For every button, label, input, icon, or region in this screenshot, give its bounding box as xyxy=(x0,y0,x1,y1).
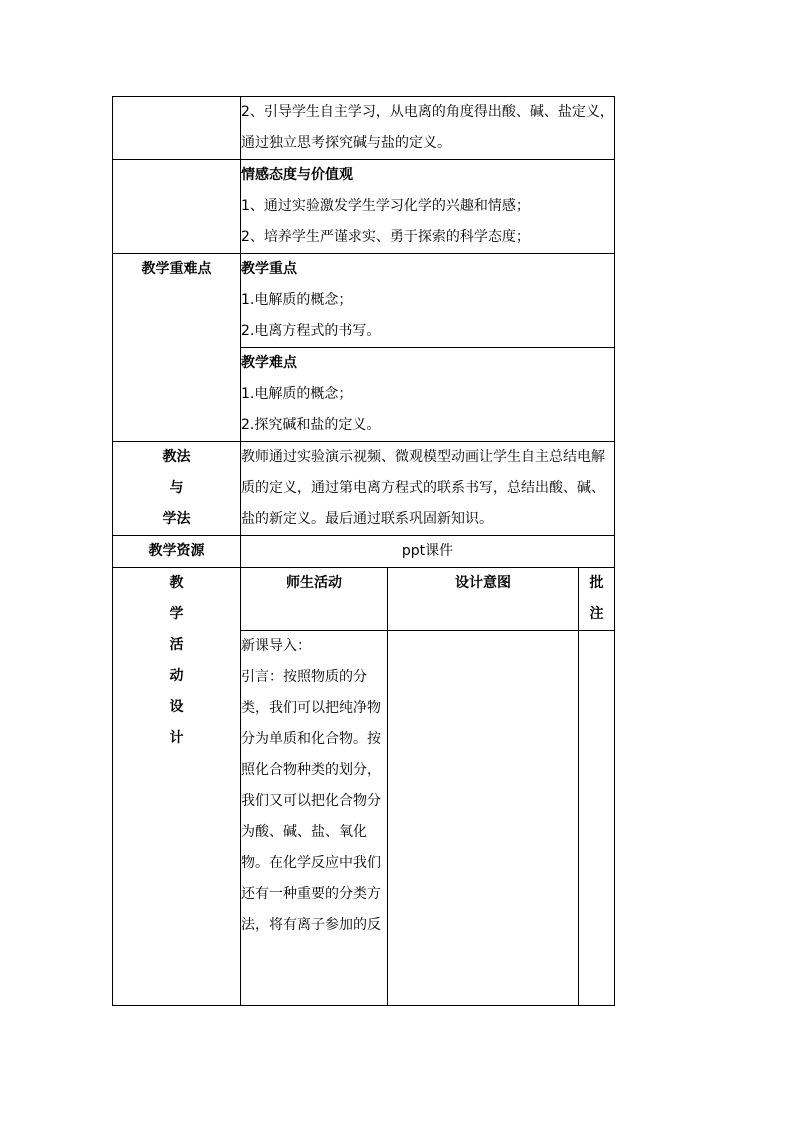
methods-text: 教师通过实验演示视频、微观模型动画让学生自主总结电解质的定义，通过第电离方程式的联系书写，总结出酸、碱、盐的新定义。最后通过联系巩固新知识。 xyxy=(241,449,605,527)
focus-cell xyxy=(241,254,615,348)
activity-label-char-6: 计 xyxy=(169,730,184,746)
column-header-notes xyxy=(579,568,615,631)
focus-item-1: 1.电解质的概念； xyxy=(241,292,353,308)
activity-label xyxy=(113,568,241,1006)
objectives-row-2 xyxy=(113,160,615,254)
objectives-label-cell xyxy=(113,97,241,160)
teacher-student-activity-cell xyxy=(241,631,388,1006)
activity-label-char-4: 动 xyxy=(169,668,184,684)
attitude-title: 情感态度与价值观 xyxy=(241,167,353,183)
notes-header-char-1: 批 xyxy=(589,575,604,591)
notes-cell xyxy=(579,631,615,1006)
attitude-item-2: 2、培养学生严谨求实、勇于探索的科学态度； xyxy=(241,229,530,245)
focus-title: 教学重点 xyxy=(241,261,297,277)
methods-row xyxy=(113,442,615,536)
notes-header-char-2: 注 xyxy=(589,606,604,622)
objectives-process-cell xyxy=(241,97,615,160)
intro-title: 新课导入： xyxy=(241,638,311,654)
methods-label-line-2: 与 xyxy=(169,480,184,496)
activity-label-char-3: 活 xyxy=(169,637,184,653)
resources-row xyxy=(113,536,615,568)
difficulty-title: 教学难点 xyxy=(241,355,297,371)
difficulty-cell xyxy=(241,348,615,442)
objectives-label-cell-2 xyxy=(113,160,241,254)
resources-label: 教学资源 xyxy=(113,536,241,568)
attitude-item-1: 1、通过实验激发学生学习化学的兴趣和情感； xyxy=(241,198,530,214)
activity-label-char-5: 设 xyxy=(169,699,184,715)
intro-text: 引言：按照物质的分类，我们可以把纯净物分为单质和化合物。按照化合物种类的划分，我们又可以把化合物分为酸、碱、盐、氧化物。在化学反应中我们还有一种重要的分类方法，将有离子参加的反 xyxy=(241,669,381,933)
design-intent-cell xyxy=(388,631,579,1006)
difficulty-item-1: 1.电解质的概念； xyxy=(241,386,353,402)
resources-value: ppt课件 xyxy=(241,536,615,568)
column-header-design-intent: 设计意图 xyxy=(388,568,579,631)
methods-label-line-3: 学法 xyxy=(162,511,191,527)
methods-label-line-1: 教法 xyxy=(162,449,191,465)
activity-label-char-2: 学 xyxy=(169,606,184,622)
methods-label xyxy=(113,442,241,536)
key-points-row-focus xyxy=(113,254,615,348)
activity-header-row xyxy=(113,568,615,631)
objective-line-2: 2、引导学生自主学习，从电离的角度得出酸、碱、盐定义，通过独立思考探究碱与盐的定义。 xyxy=(241,104,614,151)
focus-item-2: 2.电离方程式的书写。 xyxy=(241,323,381,339)
activity-label-char-1: 教 xyxy=(169,575,184,591)
methods-text-cell xyxy=(241,442,615,536)
column-header-teacher-student: 师生活动 xyxy=(241,568,388,631)
objectives-attitude-cell xyxy=(241,160,615,254)
objectives-row-1 xyxy=(113,97,615,160)
difficulty-item-2: 2.探究碱和盐的定义。 xyxy=(241,417,381,433)
key-points-label: 教学重难点 xyxy=(113,254,241,442)
lesson-plan-table xyxy=(112,96,615,1006)
